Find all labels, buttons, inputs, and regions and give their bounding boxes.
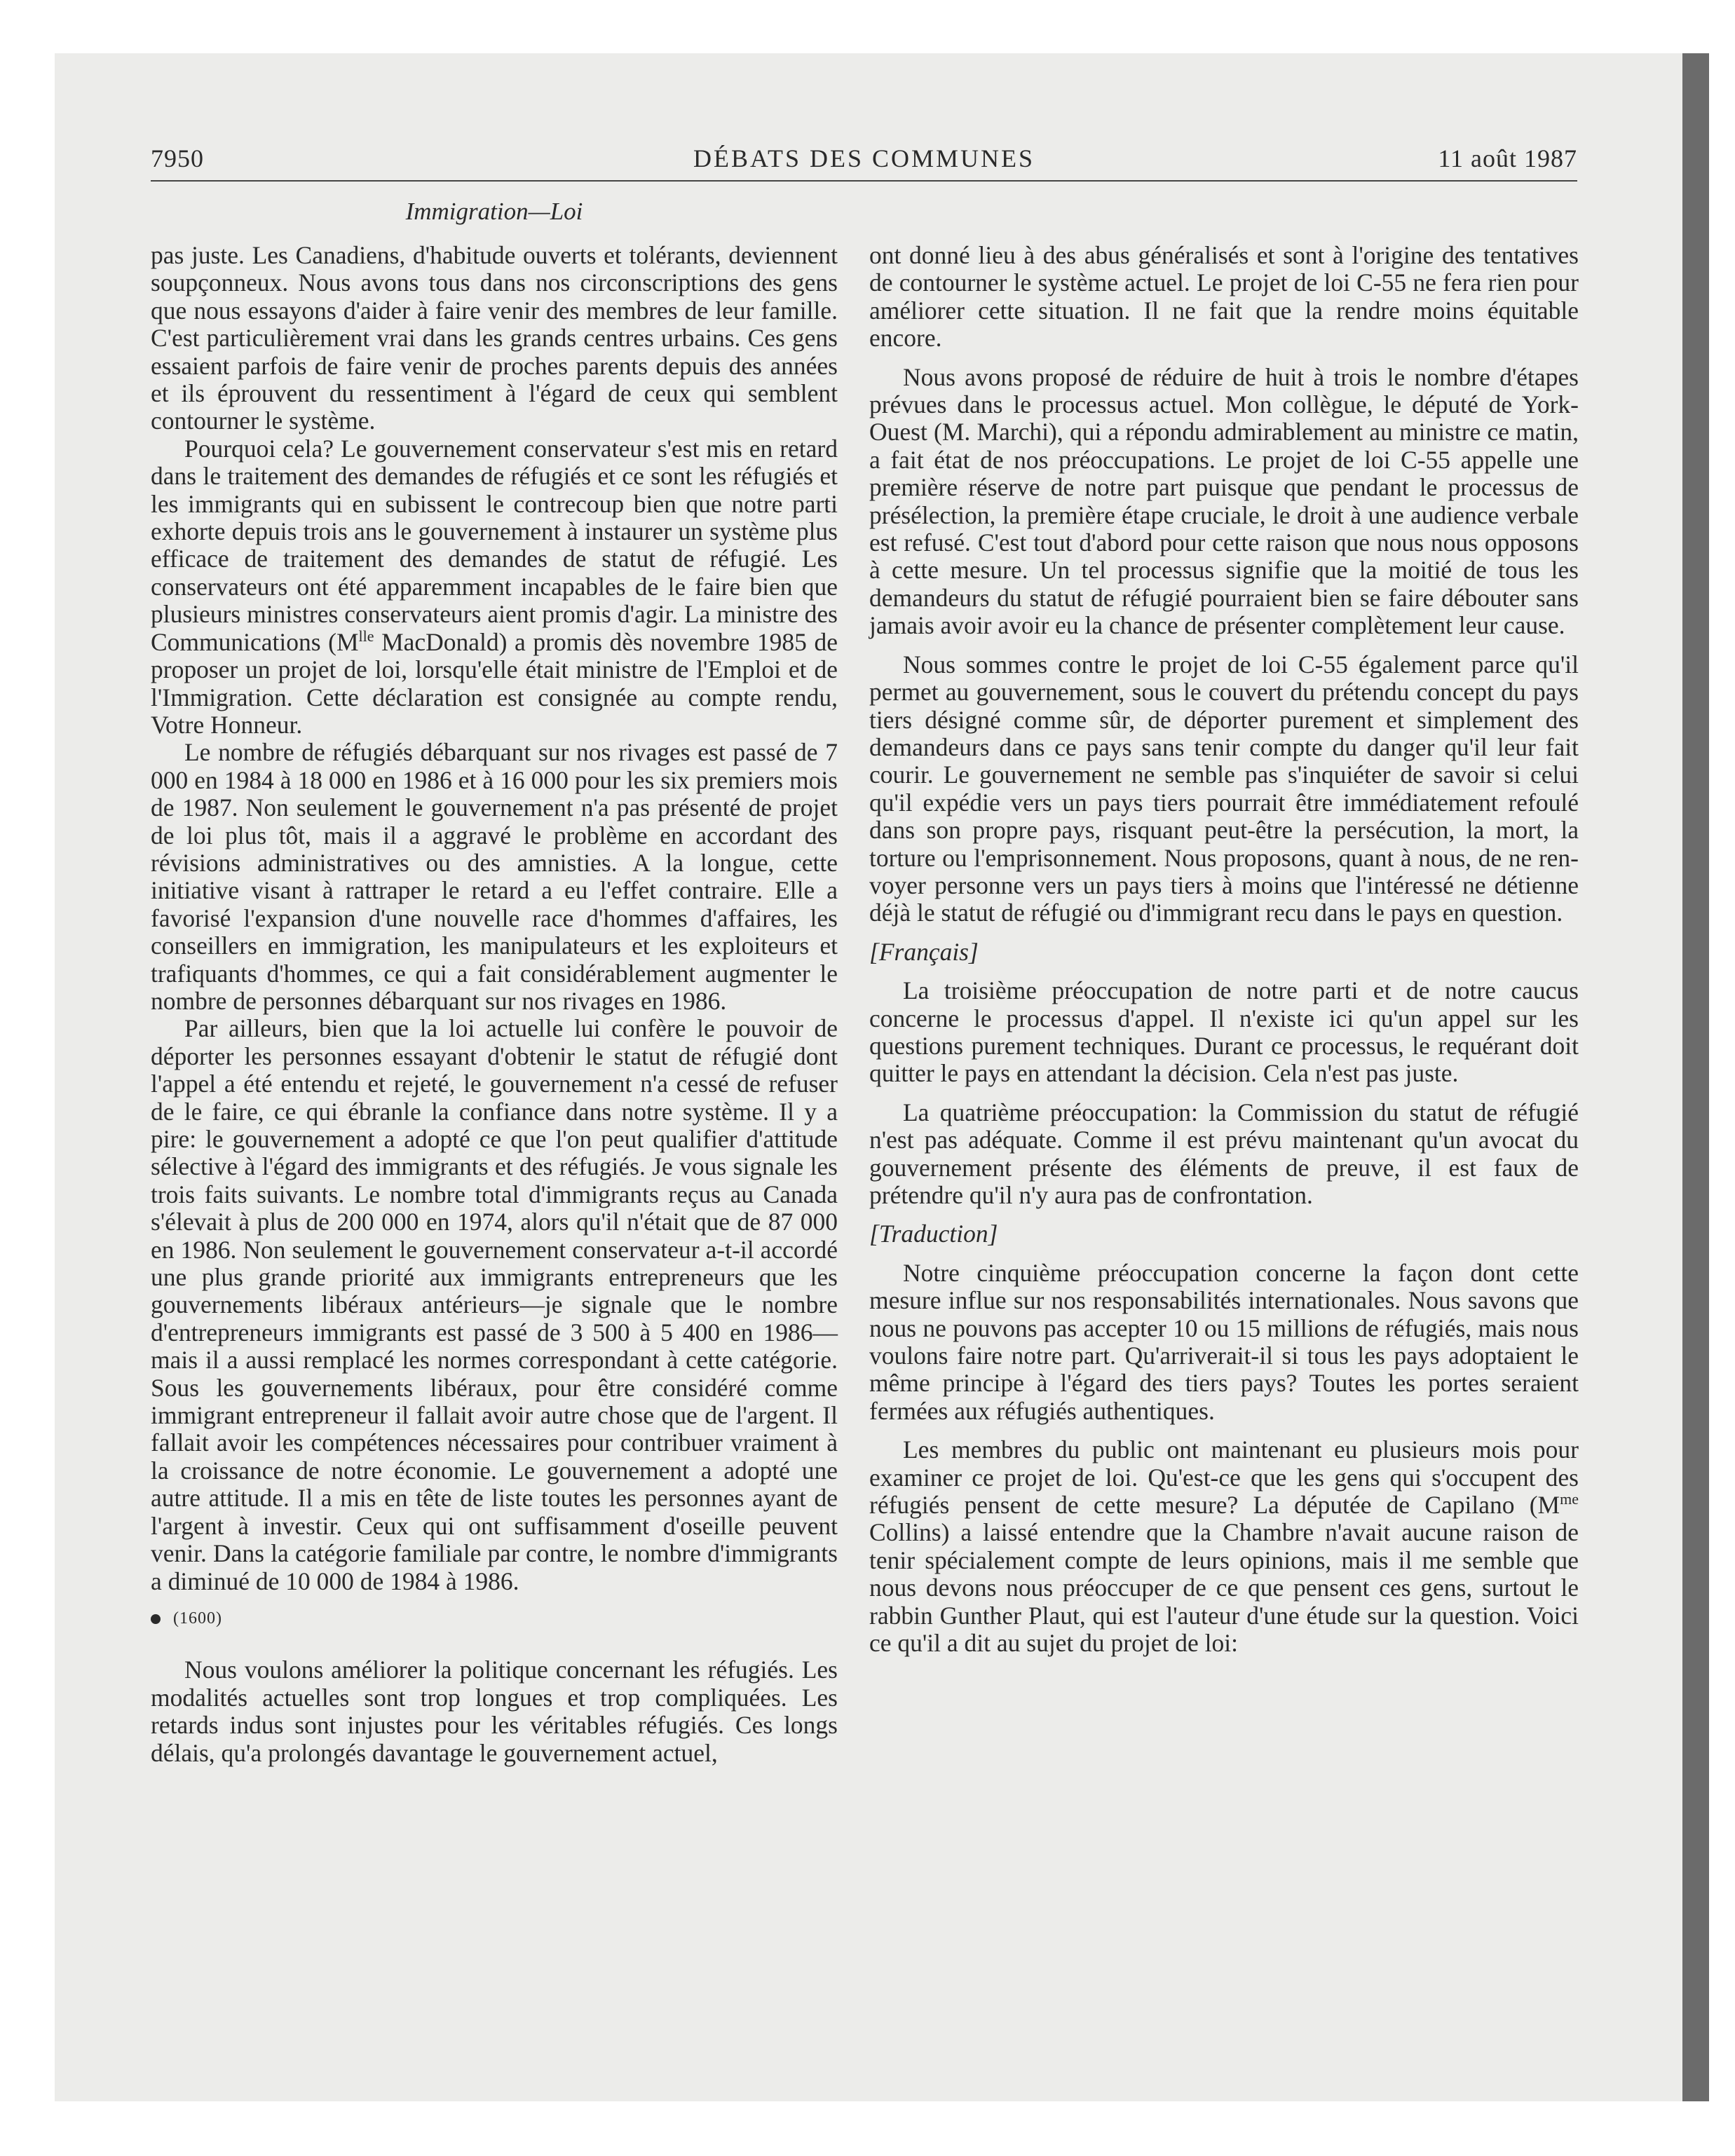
paragraph [151, 435, 838, 739]
time-marker [151, 1605, 838, 1632]
subject-heading: Immigration—Loi [405, 198, 583, 225]
left-column [151, 242, 838, 1767]
text-run: Pourquoi cela? Le gouvernement conservateur s'est mis en retard dans le traitement des demandes de réfugiés et ce sont les réfugiés et les immigrants qui en subissent le contrecoup bien que notre parti exhorte depuis trois ans le gouvernement à instaurer un système plus efficace de traitement des demandes de statut de réfugié. Les conservateurs ont été apparemment incapables de le faire bien que plusieurs ministres conservateurs aient promis d'agir. La ministre des Communications (M [151, 434, 838, 656]
paragraph [869, 1436, 1579, 1657]
superscript: me [1560, 1490, 1579, 1508]
paragraph: Nous sommes contre le projet de loi C-55 également parce qu'il permet au gouvernement, sous le couvert du prétendu concept du pays tiers désigné comme sûr, de déporter purement et simplement des demandeurs dans ce pays sans tenir compte du danger qu'il leur fait courir. Le gouvernement ne semble pas s'inquiéter de savoir si celui qu'il expédie vers un pays tiers pourrait être immédiatement refoulé dans son propre pays, risquant peut-être la persécution, la mort, la torture ou l'emprisonnement. Nous proposons, quant à nous, de ne renvoyer personne vers un pays tiers à moins que l'intéressé ne détienne déjà le statut de réfugié ou d'immigrant recu dans le pays en question. [869, 650, 1579, 927]
paragraph: Nous voulons améliorer la politique concernant les réfugiés. Les modalités actuelles sont trop longues et trop compliquées. Les retards indus sont injustes pour les véritables réfugiés. Ces longs délais, qu'a prolongés davantage le gouvernement actuel, [151, 1656, 838, 1767]
paragraph: Nous avons proposé de réduire de huit à trois le nombre d'étapes prévues dans le processus actuel. Mon collègue, le député de York-Ouest (M. Marchi), qui a répondu admirablement au ministre ce matin, a fait état de nos préoccupations. Le projet de loi C-55 appelle une première réserve de notre part puisque que pendant le processus de présélection, la première étape cruciale, le droit à une audience verbale est refusé. C'est tout d'abord pour cette raison que nous nous opposons à cette mesure. Un tel processus signifie que la moitié de tous les demandeurs du statut de réfugié pourraient bien se faire débouter sans jamais avoir avoir eu la chance de présenter complètement leur cause. [869, 362, 1579, 640]
right-column [869, 242, 1579, 1658]
page-header [151, 144, 1577, 182]
scan-edge-shadow [1682, 53, 1709, 2101]
paragraph: Par ailleurs, bien que la loi actuelle lui confère le pouvoir de déporter les personnes essayant d'obtenir le statut de réfugié dont l'appel a été entendu et rejeté, le gouvernement n'a cessé de refuser de le faire, ce qui ébranle la confiance dans notre système. Il y a pire: le gouvernement a adopté ce que l'on peut qualifier d'attitude sélective à l'égard des immigrants et des réfugiés. Je vous signale les trois faits suivants. Le nombre total d'immigrants reçus au Canada s'élevait à plus de 200 000 en 1974, alors qu'il n'était que de 87 000 en 1986. Non seulement le gouvernement conservateur a-t-il accordé une plus grande priorité aux immigrants entrepreneurs que les gouvernements libéraux antérieurs—je signale que le nombre d'entrepreneurs immigrants est passé de 3 500 à 5 400 en 1986—mais il a aussi remplacé les normes correspondant à cette catégorie. Sous les gouvernements libéraux, pour être considéré comme immigrant entrepreneur il fallait avoir autre chose que de l'argent. Il fallait avoir les compétences nécessaires pour contribuer vraiment à la croissance de notre économie. Le gouvernement a adopté une autre attitude. Il a mis en tête de liste toutes les personnes ayant de l'argent à investir. Ceux qui ont suffisamment d'oseille peuvent venir. Dans la catégorie familiale par contre, le nombre d'immigrants a diminué de 10 000 de 1984 à 1986. [151, 1014, 838, 1595]
language-tag: [Français] [869, 937, 979, 966]
language-tag: [Traduction] [869, 1220, 998, 1248]
paragraph: Notre cinquième préoccupation concerne la façon dont cette mesure influe sur nos responsabilités internationales. Nous savons que nous ne pouvons pas accepter 10 ou 15 millions de réfugiés, mais nous voulons faire notre part. Qu'arriverait-il si tous les pays adoptaient le même principe à l'égard des tiers pays? Toutes les portes seraient fermées aux réfugiés authentiques. [869, 1258, 1579, 1425]
paragraph: pas juste. Les Canadiens, d'habitude ouverts et tolérants, deviennent soupçonneux. Nous avons tous dans nos circonscriptions des gens que nous essayons d'aider à faire venir des membres de leur famille. C'est particulièrement vrai dans les grands centres urbains. Ces gens essaient parfois de faire venir de proches parents depuis des années et ils éprouvent du ressentiment à l'égard de ceux qui semblent contourner le système. [151, 241, 838, 435]
text-run: Les membres du public ont maintenant eu plusieurs mois pour examiner ce projet de loi. Qu'est-ce que les gens qui s'occupent des réfugiés pensent de cette mesure? La députée de Capilano (M [869, 1435, 1579, 1520]
superscript: lle [358, 627, 374, 645]
paragraph: La quatrième préoccupation: la Commission du statut de réfugié n'est pas adéquate. Comme il est prévu maintenant qu'un avocat du gouvernement présente des éléments de preuve, il est faux de prétendre qu'il n'y aura pas de confrontation. [869, 1098, 1579, 1209]
text-run: Collins) a laissé entendre que la Chambre n'avait aucune raison de tenir spécialement compte de leurs opinions, mais il me semble que nous devons nous préoccuper de ce que pensent ces gens, surtout le rabbin Gunther Plaut, qui est l'auteur d'une étude sur la question. Voici ce qu'il a dit au sujet du projet de loi: [869, 1518, 1579, 1658]
paragraph: La troisième préoccupation de notre parti et de notre caucus concerne le processus d'appel. Il n'existe ici qu'un appel sur les questions purement techniques. Durant ce processus, le requérant doit quitter le pays en attendant la décision. Cela n'est pas juste. [869, 976, 1579, 1088]
paragraph: ont donné lieu à des abus généralisés et sont à l'origine des tentatives de contourner le système actuel. Le projet de loi C-55 ne fera rien pour améliorer cette situation. Il ne fait que la rendre moins équitable encore. [869, 241, 1579, 353]
page-number: 7950 [151, 144, 204, 172]
time-marker-text: (1600) [173, 1609, 222, 1628]
publication-title: DÉBATS DES COMMUNES [693, 144, 1035, 172]
text-run: MacDonald) a promis dès novembre 1985 de proposer un projet de loi, lorsqu'elle était ministre de l'Emploi et de l'Immigration. Cette déclaration est consignée au compte rendu, Votre Honneur. [151, 627, 838, 739]
page-date: 11 août 1987 [1438, 144, 1577, 172]
bullet-icon [151, 1614, 161, 1624]
paragraph: Le nombre de réfugiés débarquant sur nos rivages est passé de 7 000 en 1984 à 18 000 en 1986 et à 16 000 pour les six premiers mois de 1987. Non seulement le gouvernement n'a pas présenté de projet de loi plus tôt, mais il a aggravé le problème en accordant des révisions administratives ou des amnisties. A la longue, cette initiative visant à rattraper le retard a eu l'effet contraire. Elle a favorisé l'expansion d'une nouvelle race d'hommes d'affaires, les conseillers en immigration, les manipulateurs et les exploiteurs et trafiquants d'hommes, ce qui a fait considérablement augmenter le nombre de personnes débarquant sur nos rivages en 1986. [151, 738, 838, 1015]
